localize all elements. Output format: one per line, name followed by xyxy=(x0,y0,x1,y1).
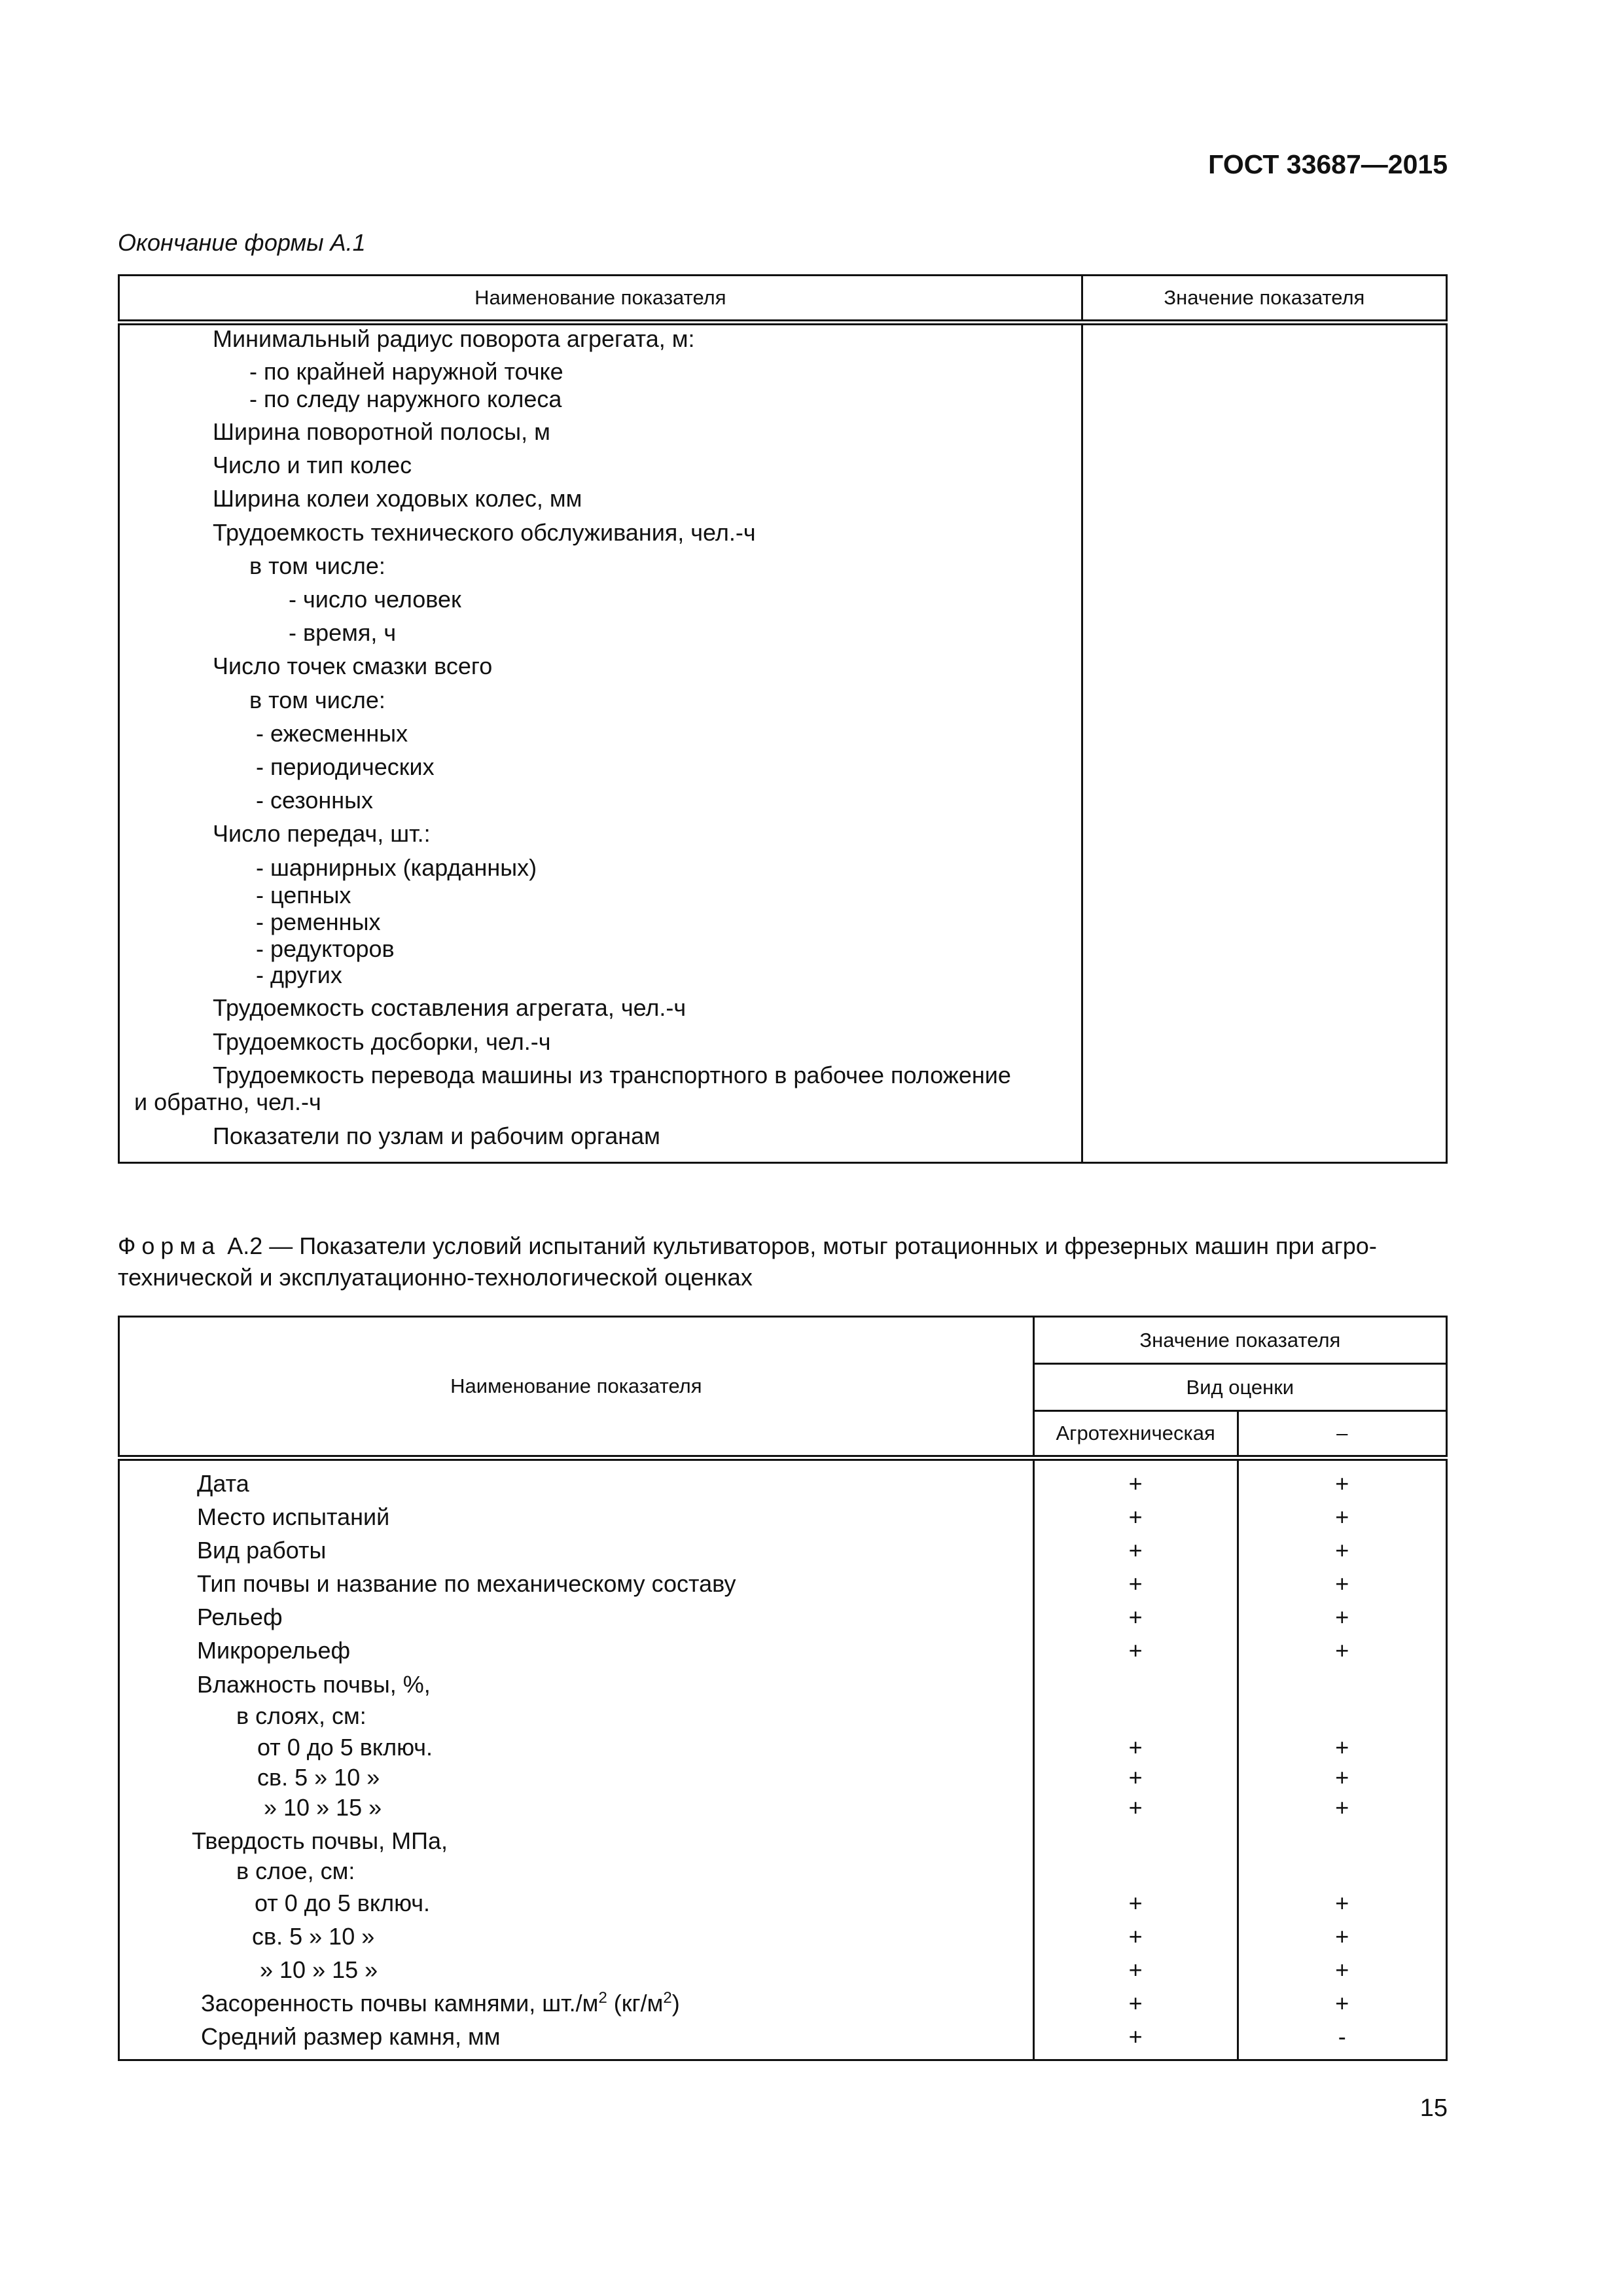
list-item: Средний размер камня, мм xyxy=(201,2023,501,2050)
list-item xyxy=(201,1990,680,2017)
list-item: Число передач, шт.: xyxy=(213,820,431,847)
list-item: Микрорельеф xyxy=(197,1637,351,1664)
list-item: в том числе: xyxy=(249,552,385,579)
list-item: - по крайней наружной точке xyxy=(249,358,563,385)
list-item: Твердость почвы, МПа, xyxy=(192,1827,448,1854)
indicator-list xyxy=(120,325,1081,1162)
list-item-text: (кг/м xyxy=(607,1990,664,2017)
mark: + xyxy=(1128,1503,1143,1530)
mark: + xyxy=(1335,1470,1349,1497)
list-item: Число точек смазки всего xyxy=(213,653,493,679)
list-item-text: ) xyxy=(671,1990,680,2017)
mark: + xyxy=(1128,1794,1143,1821)
list-item: Ширина поворотной полосы, м xyxy=(213,418,550,445)
list-item: св. 5 » 10 » xyxy=(257,1764,380,1791)
list-item: Трудоемкость технического обслуживания, чел.-ч xyxy=(213,519,756,546)
mark: + xyxy=(1128,1990,1143,2017)
list-item: Место испытаний xyxy=(197,1503,390,1530)
list-item: » 10 » 15 » xyxy=(260,1956,378,1983)
list-item: в слоях, см: xyxy=(236,1702,366,1729)
form-a1-table xyxy=(118,274,1448,1164)
list-item: и обратно, чел.-ч xyxy=(134,1088,321,1115)
mark: + xyxy=(1128,1923,1143,1950)
indicator-value-cell xyxy=(1082,323,1446,1163)
list-item: Дата xyxy=(197,1470,249,1497)
column-header-other: – xyxy=(1238,1411,1446,1458)
mark: + xyxy=(1335,1604,1349,1630)
mark: + xyxy=(1335,1764,1349,1791)
form-label: Форма xyxy=(118,1232,221,1259)
mark: + xyxy=(1335,1503,1349,1530)
column-header-indicator-name: Наименование показателя xyxy=(119,1317,1034,1458)
table-continuation-caption: Окончание формы А.1 xyxy=(118,229,366,256)
mark: - xyxy=(1338,2023,1346,2050)
column-header-agrotechnical: Агротехническая xyxy=(1033,1411,1238,1458)
list-item: Трудоемкость перевода машины из транспортного в рабочее положение xyxy=(213,1062,1011,1088)
list-item: Вид работы xyxy=(197,1537,327,1564)
column-header-evaluation-kind: Вид оценки xyxy=(1033,1364,1446,1411)
mark: + xyxy=(1335,1794,1349,1821)
list-item: Рельеф xyxy=(197,1604,283,1630)
list-item: в том числе: xyxy=(249,687,385,713)
mark: + xyxy=(1128,1764,1143,1791)
mark: + xyxy=(1128,1956,1143,1983)
agrotechnical-marks xyxy=(1035,1461,1237,2059)
mark: + xyxy=(1128,2023,1143,2050)
list-item: - по следу наружного колеса xyxy=(249,386,562,412)
list-item-text: Засоренность почвы камнями, шт./м xyxy=(201,1990,599,2017)
list-item: - цепных xyxy=(256,882,351,908)
superscript: 2 xyxy=(598,1989,607,2007)
list-item: Влажность почвы, %, xyxy=(197,1671,431,1698)
mark: + xyxy=(1128,1890,1143,1916)
mark: + xyxy=(1335,1537,1349,1564)
list-item: Показатели по узлам и рабочим органам xyxy=(213,1122,660,1149)
list-item: св. 5 » 10 » xyxy=(252,1923,375,1950)
mark: + xyxy=(1335,1890,1349,1916)
list-item: Минимальный радиус поворота агрегата, м: xyxy=(213,325,695,352)
form-a2-table xyxy=(118,1316,1448,2061)
list-item: - ременных xyxy=(256,908,381,935)
list-item: Число и тип колес xyxy=(213,452,412,478)
mark: + xyxy=(1128,1537,1143,1564)
mark: + xyxy=(1335,1637,1349,1664)
form-a2-title xyxy=(118,1230,1448,1293)
mark: + xyxy=(1128,1604,1143,1630)
list-item: Тип почвы и название по механическому составу xyxy=(197,1570,736,1597)
list-item: в слое, см: xyxy=(236,1857,355,1884)
mark: + xyxy=(1335,1990,1349,2017)
list-item: - число человек xyxy=(289,586,461,613)
mark: + xyxy=(1128,1570,1143,1597)
list-item: Трудоемкость составления агрегата, чел.-ч xyxy=(213,994,687,1021)
list-item: - редукторов xyxy=(256,935,395,962)
column-header-indicator-value: Значение показателя xyxy=(1033,1317,1446,1364)
mark: + xyxy=(1128,1470,1143,1497)
list-item: - периодических xyxy=(256,753,435,780)
form-title-text: А.2 — Показатели условий испытаний культиваторов, мотыг ротационных и фрезерных машин при агро- xyxy=(227,1232,1377,1259)
mark: + xyxy=(1128,1734,1143,1761)
mark: + xyxy=(1335,1923,1349,1950)
list-item: от 0 до 5 включ. xyxy=(257,1734,433,1761)
other-evaluation-marks xyxy=(1239,1461,1446,2059)
column-header-indicator-name: Наименование показателя xyxy=(119,276,1082,323)
list-item: Ширина колеи ходовых колес, мм xyxy=(213,485,582,512)
form-title-text-line2: технической и эксплуатационно-технологической оценках xyxy=(118,1264,753,1291)
mark: + xyxy=(1335,1956,1349,1983)
list-item: - других xyxy=(256,961,342,988)
condition-list xyxy=(120,1461,1033,2059)
list-item: Трудоемкость досборки, чел.-ч xyxy=(213,1028,551,1055)
mark: + xyxy=(1335,1734,1349,1761)
page-number: 15 xyxy=(1419,2094,1448,2122)
document-standard-number: ГОСТ 33687—2015 xyxy=(1208,149,1448,179)
list-item: » 10 » 15 » xyxy=(264,1794,382,1821)
superscript: 2 xyxy=(663,1989,672,2007)
list-item: - сезонных xyxy=(256,787,373,814)
list-item: - шарнирных (карданных) xyxy=(256,854,537,881)
column-header-indicator-value: Значение показателя xyxy=(1082,276,1446,323)
list-item: - время, ч xyxy=(289,619,397,646)
list-item: - ежесменных xyxy=(256,720,408,747)
mark: + xyxy=(1335,1570,1349,1597)
list-item: от 0 до 5 включ. xyxy=(255,1890,431,1916)
mark: + xyxy=(1128,1637,1143,1664)
